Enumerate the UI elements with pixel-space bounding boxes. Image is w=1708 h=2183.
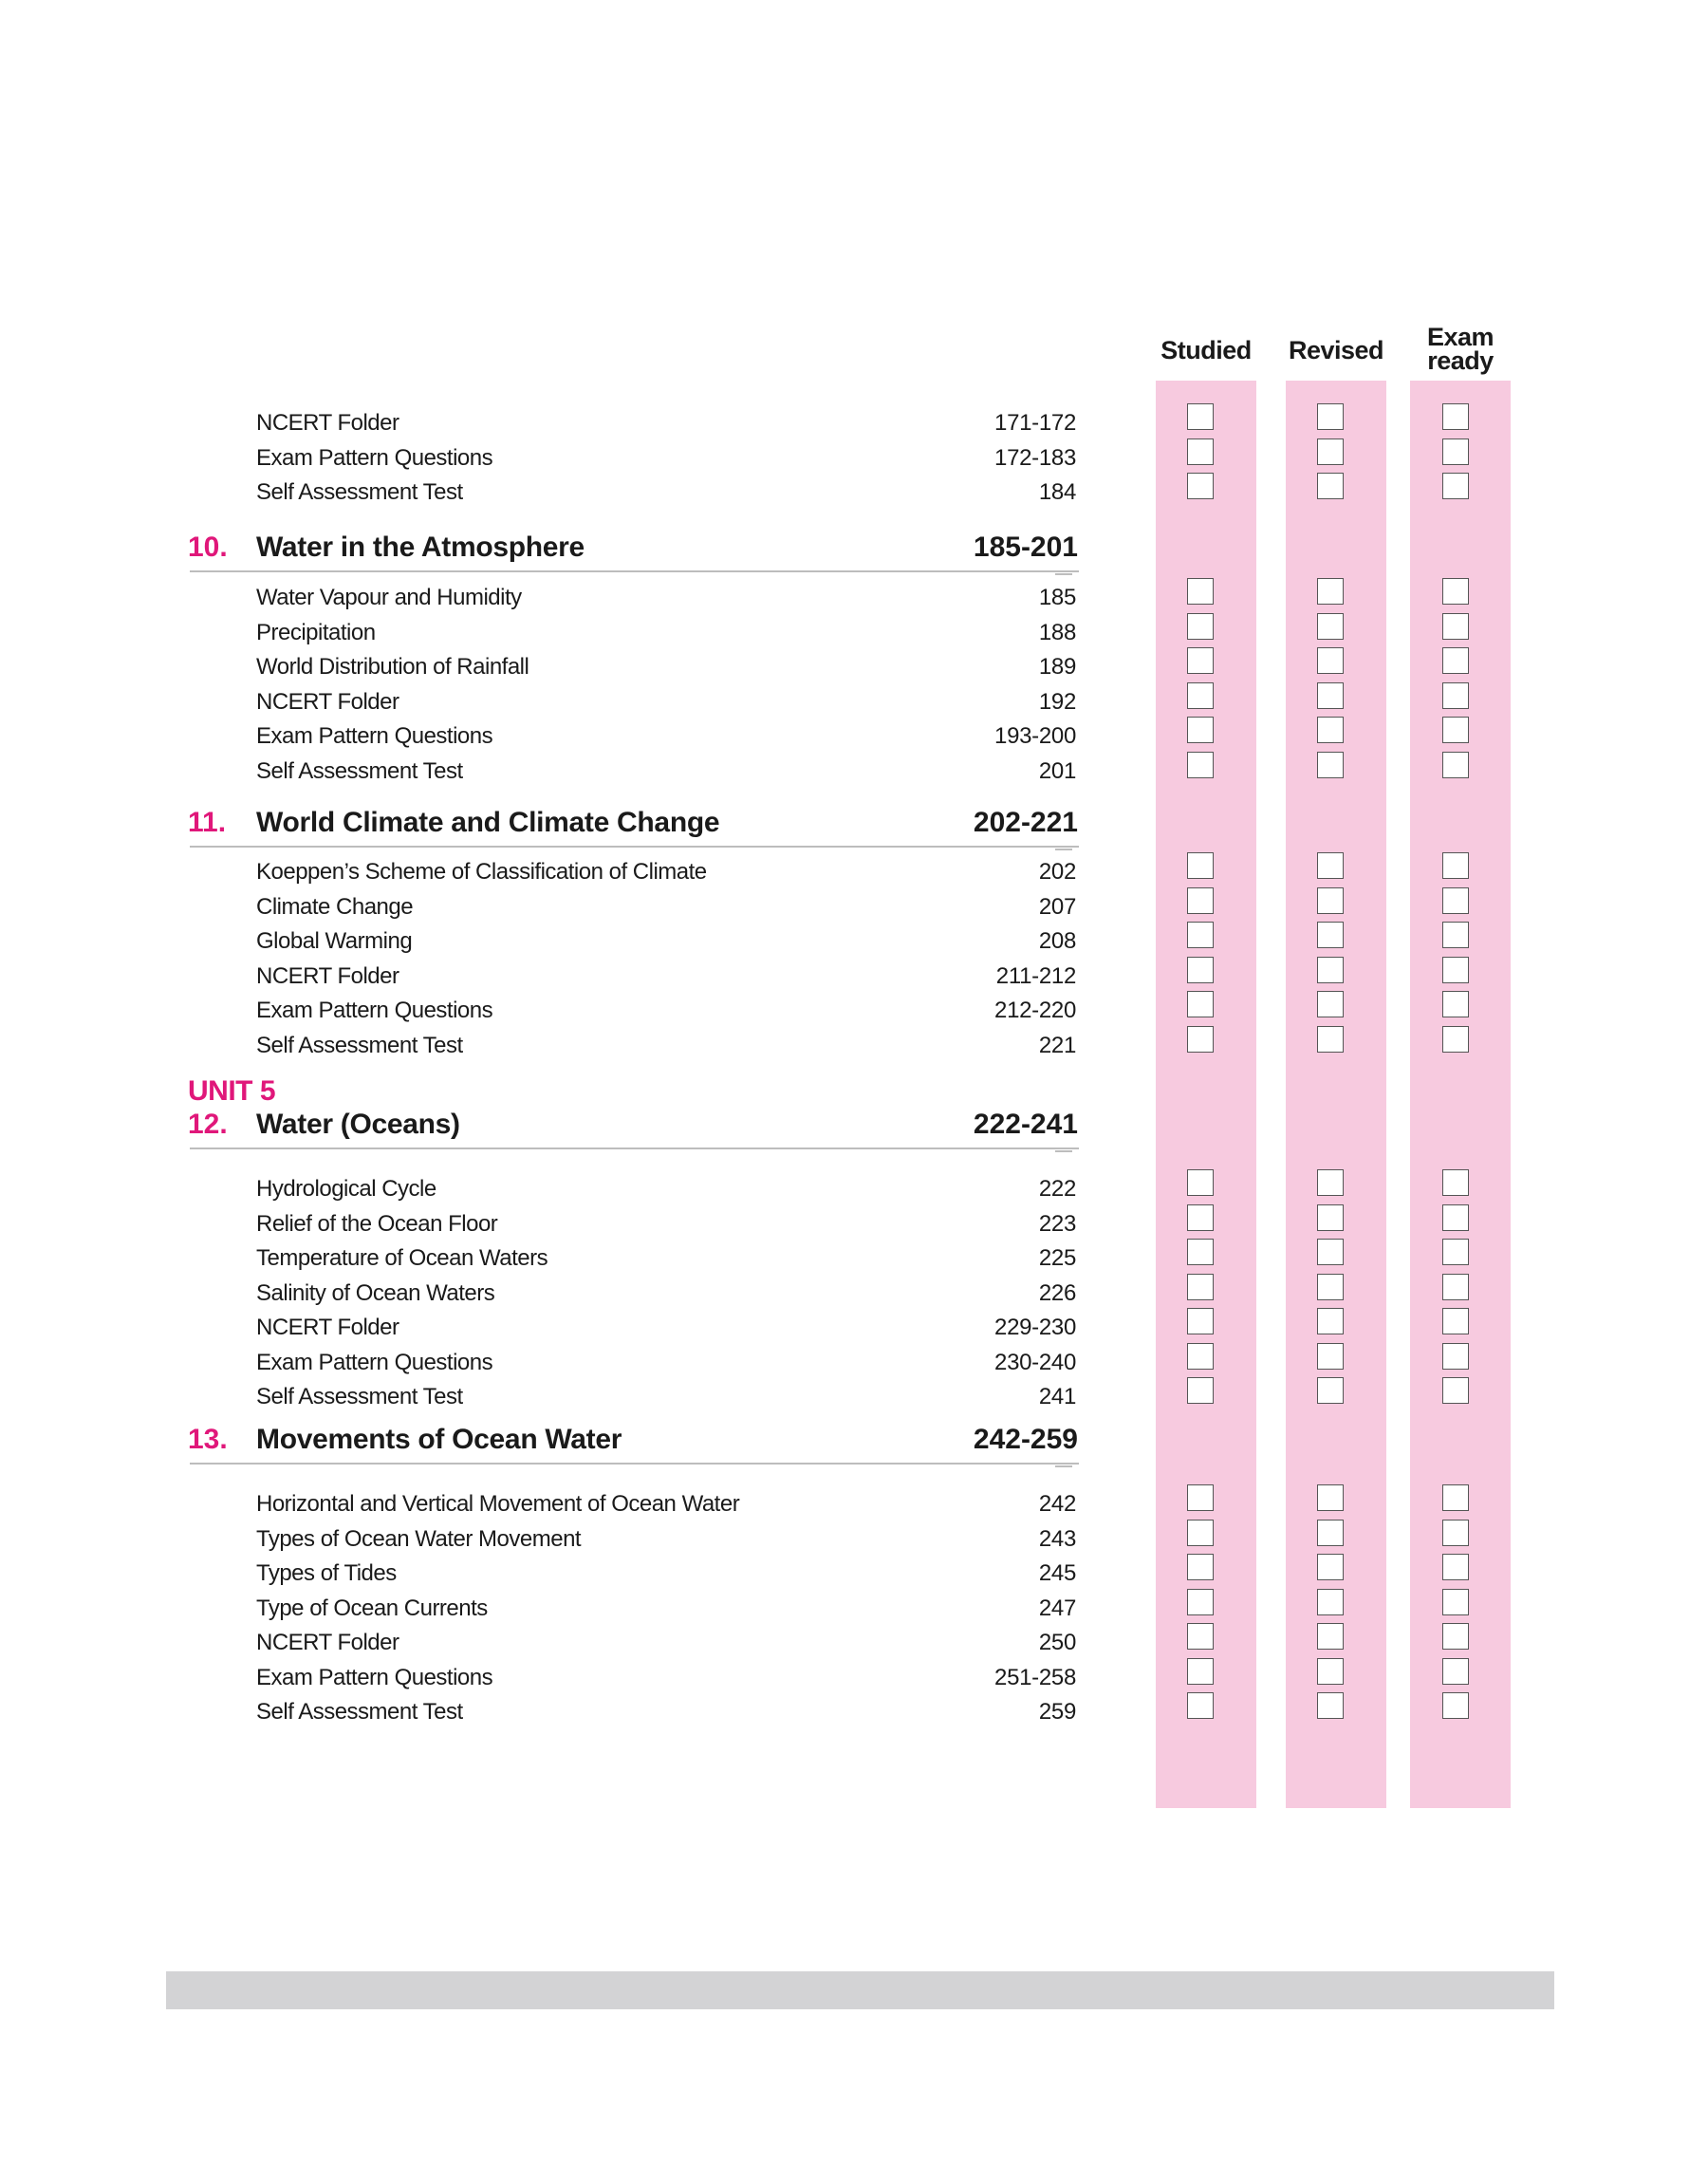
column-header-revised: Revised xyxy=(1288,336,1384,364)
exam-ready-checkbox[interactable] xyxy=(1442,1484,1469,1511)
studied-checkbox[interactable] xyxy=(1187,647,1214,674)
toc-entry-pages: 184 xyxy=(1038,479,1076,505)
toc-entry-pages: 226 xyxy=(1038,1279,1076,1306)
revised-checkbox[interactable] xyxy=(1317,1484,1344,1511)
exam-ready-checkbox[interactable] xyxy=(1442,1308,1469,1334)
revised-checkbox[interactable] xyxy=(1317,613,1344,640)
exam-ready-checkbox[interactable] xyxy=(1442,1377,1469,1404)
exam-ready-checkbox[interactable] xyxy=(1442,752,1469,778)
exam-ready-checkbox[interactable] xyxy=(1442,717,1469,743)
studied-checkbox[interactable] xyxy=(1187,473,1214,499)
exam-ready-checkbox[interactable] xyxy=(1442,1692,1469,1719)
toc-entry-title: Salinity of Ocean Waters xyxy=(256,1279,495,1306)
toc-entry-title: Exam Pattern Questions xyxy=(256,1664,493,1690)
revised-checkbox[interactable] xyxy=(1317,438,1344,465)
toc-entry-title: Horizontal and Vertical Movement of Ocean Water xyxy=(256,1491,740,1517)
toc-entry-title: Precipitation xyxy=(256,619,376,645)
toc-entry-title: Exam Pattern Questions xyxy=(256,1349,493,1375)
toc-entry-title: NCERT Folder xyxy=(256,962,399,989)
toc-entry-pages: 241 xyxy=(1038,1384,1076,1409)
toc-entry-title: Type of Ocean Currents xyxy=(256,1595,488,1621)
revised-checkbox[interactable] xyxy=(1317,1274,1344,1300)
revised-checkbox[interactable] xyxy=(1317,1026,1344,1053)
revised-checkbox[interactable] xyxy=(1317,1308,1344,1334)
chapter-number: 13. xyxy=(188,1424,228,1455)
toc-entry-pages: 172-183 xyxy=(994,444,1076,471)
studied-checkbox[interactable] xyxy=(1187,887,1214,914)
studied-checkbox[interactable] xyxy=(1187,1169,1214,1196)
toc-entry-pages: 243 xyxy=(1038,1525,1076,1552)
chapter-divider-tab xyxy=(1055,1465,1072,1467)
column-header-exam-ready: Exam ready xyxy=(1426,323,1494,375)
toc-entry-title: Self Assessment Test xyxy=(256,1699,463,1725)
toc-entry-pages: 207 xyxy=(1038,893,1076,920)
studied-checkbox[interactable] xyxy=(1187,1308,1214,1334)
toc-entry-title: Self Assessment Test xyxy=(256,479,463,505)
revised-checkbox[interactable] xyxy=(1317,717,1344,743)
toc-entry-pages: 250 xyxy=(1038,1630,1076,1655)
toc-entry-title: Self Assessment Test xyxy=(256,757,463,784)
column-header-studied: Studied xyxy=(1160,336,1252,364)
exam-ready-checkbox[interactable] xyxy=(1442,1239,1469,1265)
toc-entry-title: NCERT Folder xyxy=(256,410,399,436)
exam-ready-checkbox[interactable] xyxy=(1442,613,1469,640)
revised-checkbox[interactable] xyxy=(1317,922,1344,948)
footer-bar xyxy=(166,1971,1554,2009)
chapter-pages: 242-259 xyxy=(973,1424,1078,1455)
exam-ready-checkbox[interactable] xyxy=(1442,1658,1469,1685)
toc-entry-pages: 259 xyxy=(1038,1699,1076,1725)
chapter-title: Movements of Ocean Water xyxy=(256,1424,622,1455)
toc-entry-pages: 208 xyxy=(1038,928,1076,954)
exam-ready-checkbox[interactable] xyxy=(1442,578,1469,605)
toc-entry-pages: 230-240 xyxy=(994,1349,1076,1375)
chapter-divider-tab xyxy=(1055,1150,1072,1152)
toc-entry-title: NCERT Folder xyxy=(256,688,399,715)
revised-checkbox[interactable] xyxy=(1317,1554,1344,1580)
exam-ready-checkbox[interactable] xyxy=(1442,1343,1469,1370)
revised-checkbox[interactable] xyxy=(1317,647,1344,674)
toc-entry-pages: 193-200 xyxy=(994,723,1076,749)
studied-checkbox[interactable] xyxy=(1187,438,1214,465)
toc-entry-title: Types of Tides xyxy=(256,1560,397,1586)
revised-checkbox[interactable] xyxy=(1317,1377,1344,1404)
exam-ready-checkbox[interactable] xyxy=(1442,922,1469,948)
studied-checkbox[interactable] xyxy=(1187,1377,1214,1404)
toc-entry-pages: 189 xyxy=(1038,654,1076,680)
revised-checkbox[interactable] xyxy=(1317,1343,1344,1370)
toc-entry-title: NCERT Folder xyxy=(256,1315,399,1340)
studied-checkbox[interactable] xyxy=(1187,403,1214,430)
toc-entry-title: Relief of the Ocean Floor xyxy=(256,1210,498,1237)
toc-entry-pages: 201 xyxy=(1038,757,1076,784)
toc-entry-title: Water Vapour and Humidity xyxy=(256,585,522,610)
studied-checkbox[interactable] xyxy=(1187,1239,1214,1265)
revised-checkbox[interactable] xyxy=(1317,752,1344,778)
revised-checkbox[interactable] xyxy=(1317,1623,1344,1650)
exam-ready-checkbox[interactable] xyxy=(1442,887,1469,914)
revised-checkbox[interactable] xyxy=(1317,1169,1344,1196)
toc-entry-title: Exam Pattern Questions xyxy=(256,723,493,749)
chapter-number: 10. xyxy=(188,532,228,563)
exam-ready-checkbox[interactable] xyxy=(1442,438,1469,465)
toc-entry-pages: 212-220 xyxy=(994,998,1076,1023)
exam-ready-checkbox[interactable] xyxy=(1442,957,1469,983)
chapter-pages: 222-241 xyxy=(973,1109,1078,1140)
revised-checkbox[interactable] xyxy=(1317,1239,1344,1265)
toc-entry-pages: 223 xyxy=(1038,1210,1076,1237)
chapter-number: 11. xyxy=(188,807,227,838)
toc-entry-pages: 185 xyxy=(1038,585,1076,610)
exam-ready-checkbox[interactable] xyxy=(1442,403,1469,430)
studied-checkbox[interactable] xyxy=(1187,852,1214,879)
toc-entry-title: Climate Change xyxy=(256,893,414,920)
chapter-divider xyxy=(190,846,1079,848)
revised-checkbox[interactable] xyxy=(1317,1589,1344,1615)
exam-ready-checkbox[interactable] xyxy=(1442,1204,1469,1231)
toc-entry-title: World Distribution of Rainfall xyxy=(256,654,529,680)
exam-ready-checkbox[interactable] xyxy=(1442,1520,1469,1546)
toc-entry-title: Exam Pattern Questions xyxy=(256,998,493,1023)
chapter-pages: 202-221 xyxy=(973,807,1078,838)
revised-checkbox[interactable] xyxy=(1317,682,1344,709)
studied-checkbox[interactable] xyxy=(1187,1520,1214,1546)
revised-checkbox[interactable] xyxy=(1317,1692,1344,1719)
toc-entry-pages: 221 xyxy=(1038,1032,1076,1058)
revised-checkbox[interactable] xyxy=(1317,1204,1344,1231)
toc-entry-pages: 242 xyxy=(1038,1491,1076,1517)
toc-entry-pages: 229-230 xyxy=(994,1315,1076,1340)
revised-checkbox[interactable] xyxy=(1317,887,1344,914)
toc-entry-title: Temperature of Ocean Waters xyxy=(256,1245,548,1271)
revised-checkbox[interactable] xyxy=(1317,991,1344,1017)
revised-checkbox[interactable] xyxy=(1317,403,1344,430)
studied-checkbox[interactable] xyxy=(1187,682,1214,709)
chapter-title: World Climate and Climate Change xyxy=(256,807,720,838)
revised-checkbox[interactable] xyxy=(1317,578,1344,605)
studied-checkbox[interactable] xyxy=(1187,1623,1214,1650)
toc-entry-pages: 202 xyxy=(1038,859,1076,885)
revised-checkbox[interactable] xyxy=(1317,1658,1344,1685)
studied-checkbox[interactable] xyxy=(1187,752,1214,778)
studied-checkbox[interactable] xyxy=(1187,717,1214,743)
studied-checkbox[interactable] xyxy=(1187,1343,1214,1370)
exam-ready-checkbox[interactable] xyxy=(1442,991,1469,1017)
exam-ready-checkbox[interactable] xyxy=(1442,852,1469,879)
revised-checkbox[interactable] xyxy=(1317,957,1344,983)
exam-ready-checkbox[interactable] xyxy=(1442,647,1469,674)
toc-entry-title: Koeppen’s Scheme of Classification of Climate xyxy=(256,859,707,885)
studied-checkbox[interactable] xyxy=(1187,1554,1214,1580)
toc-entry-pages: 171-172 xyxy=(994,410,1076,436)
toc-entry-title: NCERT Folder xyxy=(256,1630,399,1655)
toc-entry-title: Global Warming xyxy=(256,928,413,954)
chapter-divider xyxy=(190,1463,1079,1465)
exam-ready-checkbox[interactable] xyxy=(1442,1623,1469,1650)
chapter-title: Water in the Atmosphere xyxy=(256,532,585,563)
exam-ready-checkbox[interactable] xyxy=(1442,1554,1469,1580)
toc-entry-title: Exam Pattern Questions xyxy=(256,444,493,471)
exam-ready-checkbox[interactable] xyxy=(1442,682,1469,709)
chapter-number: 12. xyxy=(188,1109,228,1140)
toc-entry-pages: 211-212 xyxy=(995,962,1076,989)
exam-ready-checkbox[interactable] xyxy=(1442,1169,1469,1196)
toc-entry-pages: 222 xyxy=(1038,1176,1076,1202)
chapter-title: Water (Oceans) xyxy=(256,1109,460,1140)
revised-checkbox[interactable] xyxy=(1317,852,1344,879)
chapter-pages: 185-201 xyxy=(973,532,1078,563)
studied-checkbox[interactable] xyxy=(1187,1484,1214,1511)
revised-checkbox[interactable] xyxy=(1317,1520,1344,1546)
studied-checkbox[interactable] xyxy=(1187,1658,1214,1685)
chapter-divider-tab xyxy=(1055,849,1072,850)
chapter-divider xyxy=(190,570,1079,572)
toc-entry-pages: 245 xyxy=(1038,1560,1076,1586)
studied-checkbox[interactable] xyxy=(1187,991,1214,1017)
exam-ready-checkbox[interactable] xyxy=(1442,1589,1469,1615)
studied-checkbox[interactable] xyxy=(1187,1274,1214,1300)
exam-ready-checkbox[interactable] xyxy=(1442,1274,1469,1300)
toc-entry-pages: 188 xyxy=(1038,619,1076,645)
studied-checkbox[interactable] xyxy=(1187,1204,1214,1231)
toc-entry-pages: 247 xyxy=(1038,1595,1076,1621)
unit-heading: UNIT 5 xyxy=(188,1075,276,1107)
toc-entry-pages: 225 xyxy=(1038,1245,1076,1271)
studied-checkbox[interactable] xyxy=(1187,578,1214,605)
toc-entry-pages: 192 xyxy=(1038,688,1076,715)
studied-checkbox[interactable] xyxy=(1187,957,1214,983)
exam-ready-checkbox[interactable] xyxy=(1442,473,1469,499)
studied-checkbox[interactable] xyxy=(1187,1589,1214,1615)
toc-entry-title: Self Assessment Test xyxy=(256,1032,463,1058)
studied-checkbox[interactable] xyxy=(1187,922,1214,948)
revised-checkbox[interactable] xyxy=(1317,473,1344,499)
studied-checkbox[interactable] xyxy=(1187,1692,1214,1719)
toc-entry-title: Types of Ocean Water Movement xyxy=(256,1525,582,1552)
toc-entry-pages: 251-258 xyxy=(994,1664,1076,1690)
exam-ready-checkbox[interactable] xyxy=(1442,1026,1469,1053)
toc-entry-title: Hydrological Cycle xyxy=(256,1176,436,1202)
chapter-divider xyxy=(190,1147,1079,1149)
toc-entry-title: Self Assessment Test xyxy=(256,1384,463,1409)
studied-checkbox[interactable] xyxy=(1187,1026,1214,1053)
studied-checkbox[interactable] xyxy=(1187,613,1214,640)
chapter-divider-tab xyxy=(1055,573,1072,575)
